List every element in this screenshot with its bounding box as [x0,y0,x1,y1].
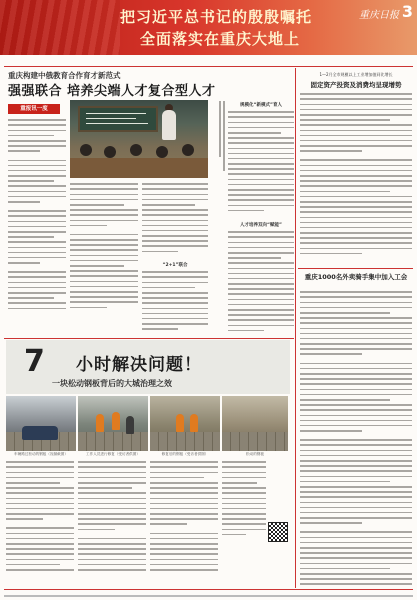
feature-text-2 [78,460,146,588]
text-column-4b [228,230,294,336]
side-text-2 [300,290,412,588]
photo-caption-2: 工作人员进行修复（受访者供图） [86,452,140,456]
side-story-1-kicker: 1—2月全市规模以上工业增加值同比增长 [319,72,393,77]
text-column-2 [70,182,138,336]
photo-caption-4: 松动的钢板 [246,452,264,456]
side-story-1-headline: 固定资产投资及消费均呈现增势 [310,81,402,89]
column-separator [295,68,296,588]
qr-code [268,522,288,542]
story-kicker: 重庆构建中俄教育合作育才新范式 [8,71,121,80]
feature-big-number: 7 [24,344,45,379]
photo-caption-1: 车辆路过松动的钢板（视频截图） [14,452,68,456]
teacher-figure [162,110,176,140]
page-banner [0,0,417,55]
feature-subtitle: 一块松动钢板背后的大城治理之效 [52,379,172,388]
subhead-3: 人才培养双向“赋能” [240,223,282,228]
page-footer [4,592,413,597]
story-headline: 强强联合 培养尖端人才复合型人才 [8,84,216,99]
side-text-1 [300,92,412,264]
text-column-1 [8,118,66,336]
photo-caption-3: 修复后的钢板（受访者供图） [161,452,209,456]
text-column-4a [228,110,294,220]
banner-line-1: 把习近平总书记的殷殷嘱托 [120,8,313,26]
feature-title: 小时解决问题！ [76,355,202,375]
feature-title-box [6,340,290,394]
subhead-1: 规模化“新模式”育人 [240,103,282,108]
feature-photo-2 [78,396,148,451]
photo-caption [212,100,226,180]
section-tag: 重报讯一度 [8,104,60,114]
blackboard [78,106,158,132]
feature-photo-3 [150,396,220,451]
text-column-3b [142,270,208,336]
banner-line-2: 全面落实在重庆大地上 [140,30,301,48]
classroom-photo [70,100,208,178]
page-number: 3 [401,2,413,21]
top-rule [4,66,413,67]
text-column-3a [142,182,208,260]
newspaper-name: 重庆日报 [359,10,399,21]
side-story-2-headline: 重庆1000名外卖骑手集中加入工会 [304,273,408,281]
feature-text-4 [222,460,266,588]
flag-graphic [0,0,120,55]
feature-text-3 [150,460,218,588]
feature-photo-1 [6,396,76,451]
feature-photo-4 [222,396,288,451]
subhead-2: “2+1”联合 [162,263,188,268]
feature-text-1 [6,460,74,588]
